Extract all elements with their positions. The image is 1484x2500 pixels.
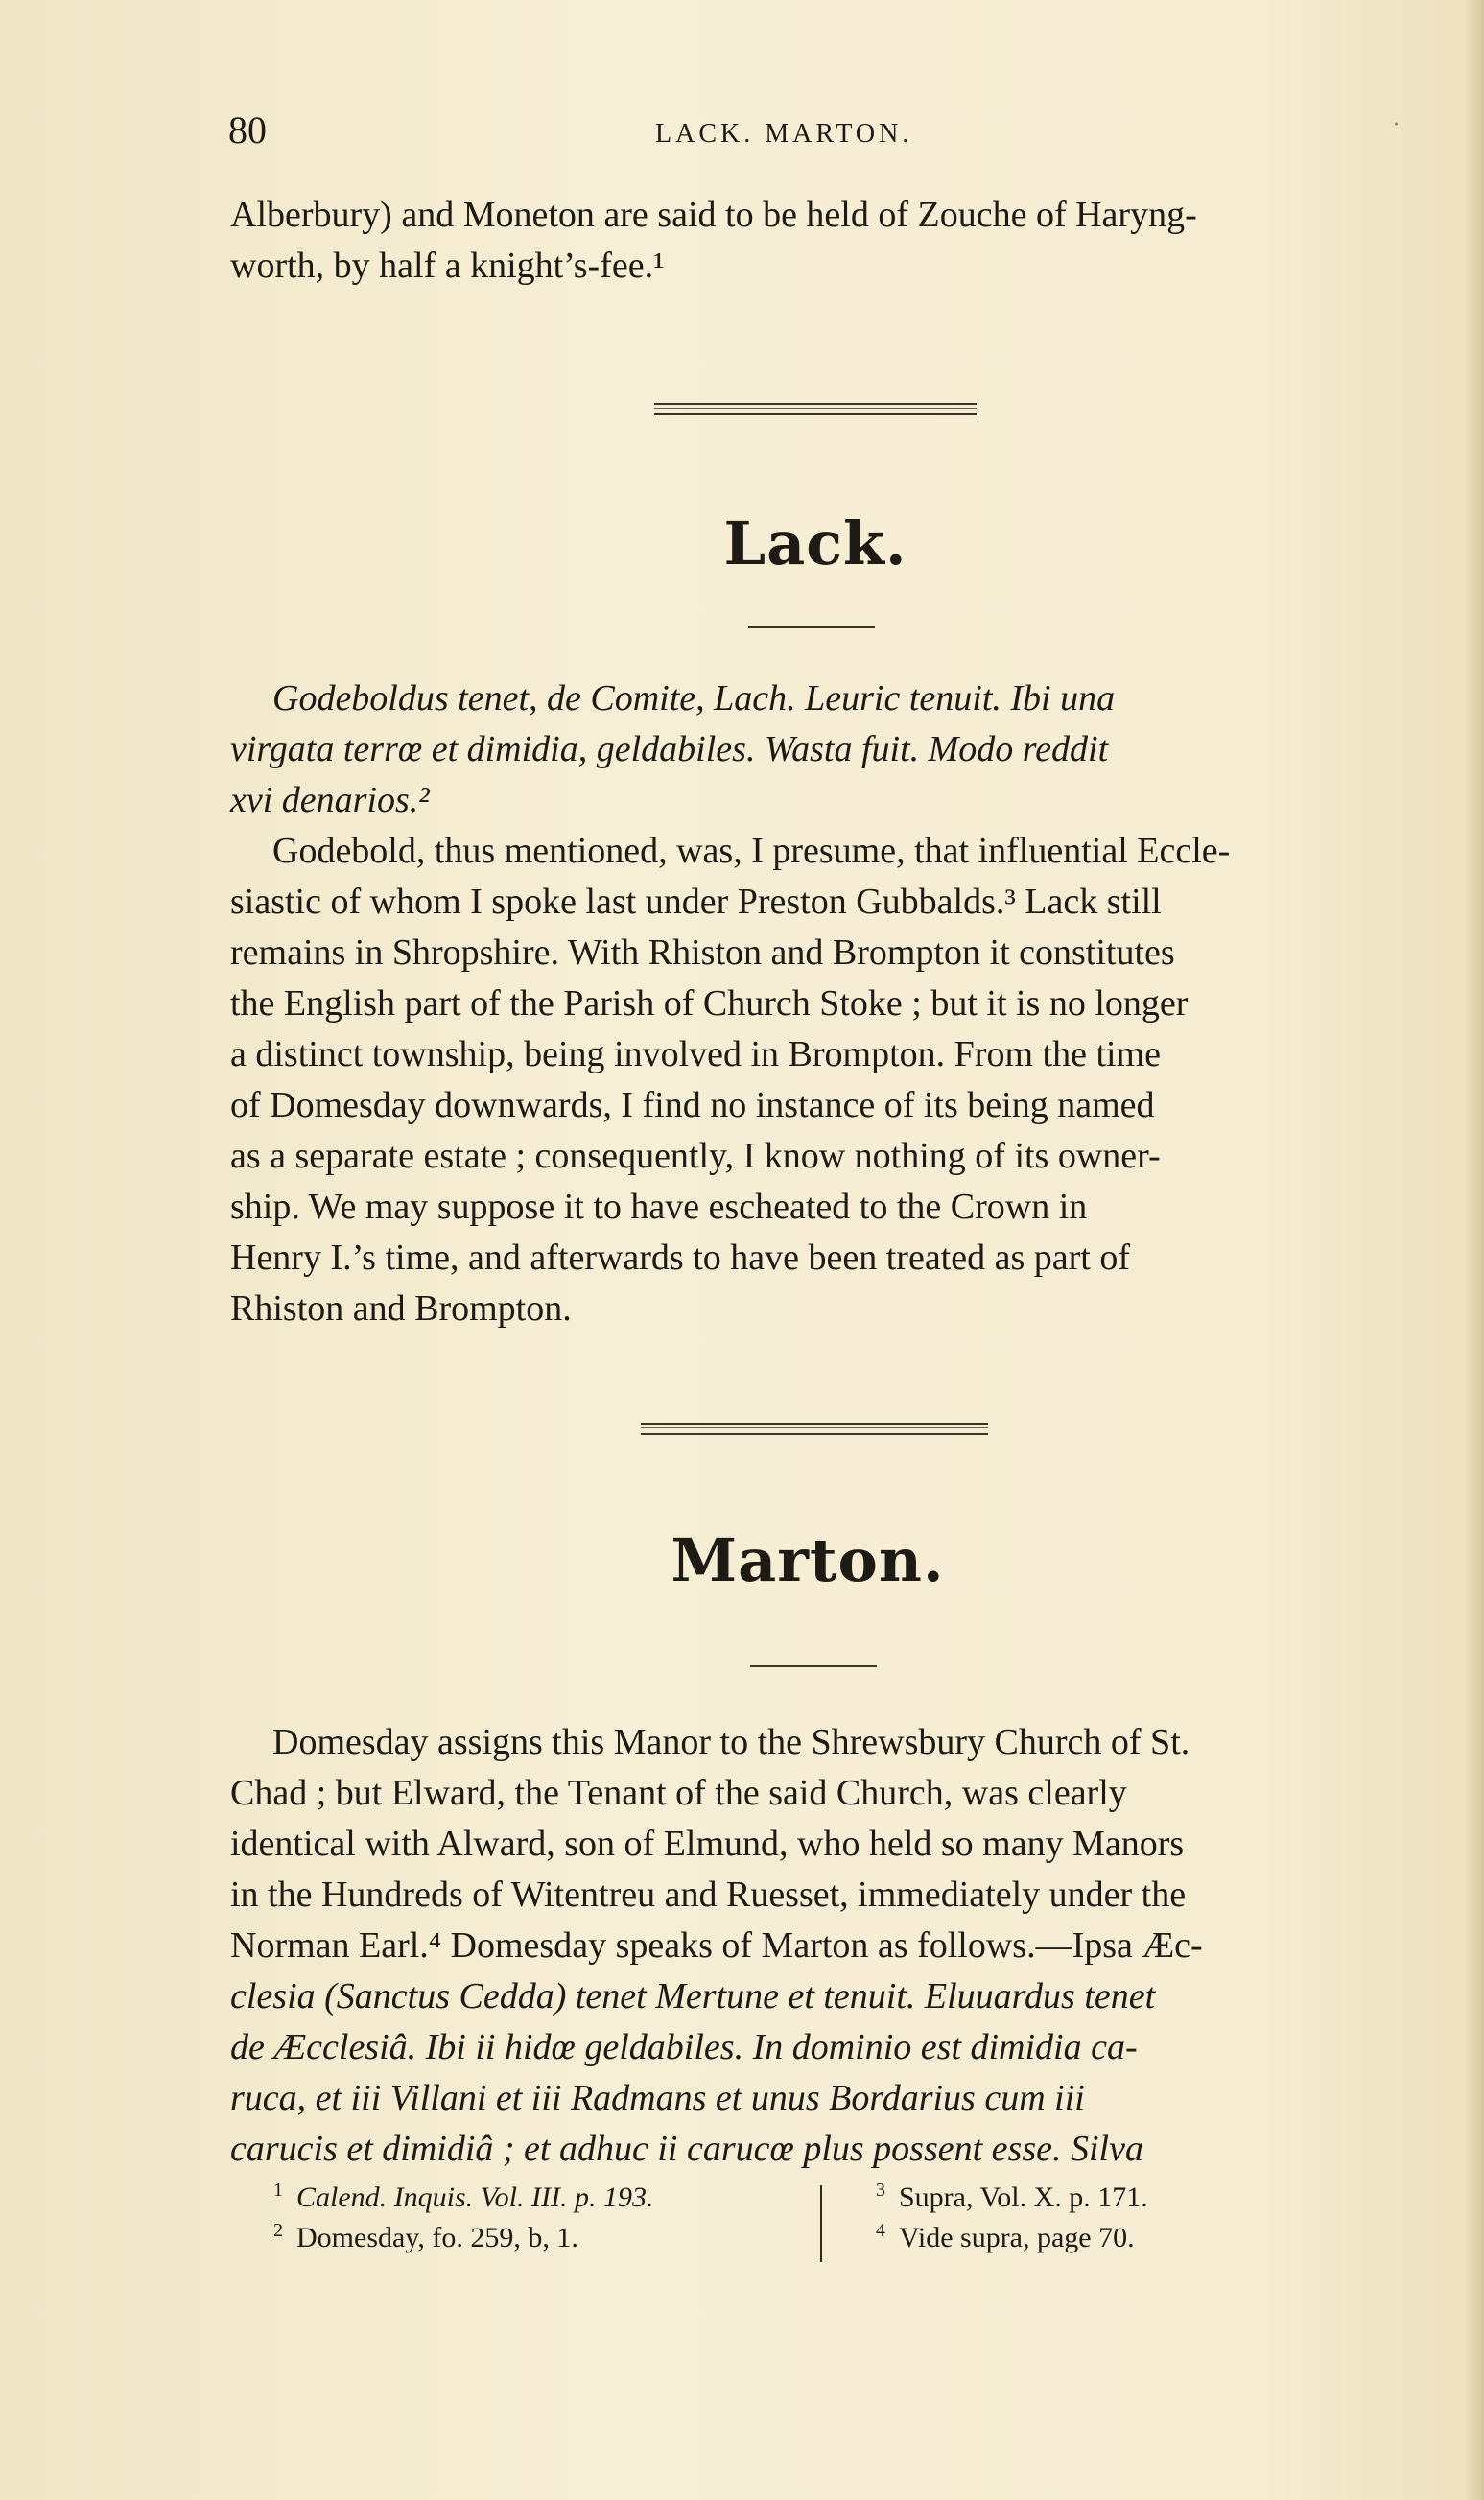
text-line: clesia (Sanctus Cedda) tenet Mertune et tenuit. Eluuardus tenet — [230, 1976, 1156, 2017]
text-line: ship. We may suppose it to have escheated to the Crown in — [230, 1187, 1088, 1227]
title-underline-rule — [750, 1665, 877, 1667]
footnote-text: Calend. Inquis. Vol. III. p. 193. — [296, 2182, 654, 2213]
text-line: of Domesday downwards, I find no instance of its being named — [230, 1085, 1155, 1125]
footnote-number: 1 — [273, 2180, 283, 2201]
text-line: Chad ; but Elward, the Tenant of the said Church, was clearly — [230, 1773, 1127, 1813]
footnote-text: Domesday, fo. 259, b, 1. — [296, 2222, 578, 2253]
footnote-text: Supra, Vol. X. p. 171. — [899, 2182, 1148, 2213]
footnotes — [273, 2178, 1290, 2264]
header-dot-mark: · — [1393, 113, 1400, 137]
text-line: Norman Earl.⁴ Domesday speaks of Marton as follows.—Ipsa Æc- — [230, 1925, 1203, 1966]
page-header — [228, 107, 1408, 165]
title-underline-rule — [748, 626, 875, 628]
text-line: Rhiston and Brompton. — [230, 1288, 572, 1329]
section-title-lack: Lack. — [723, 508, 907, 578]
text-line: identical with Alward, son of Elmund, who held so many Manors — [230, 1824, 1185, 1864]
footnote-number: 2 — [273, 2220, 283, 2241]
footnote — [273, 2178, 811, 2218]
text-line: carucis et dimidiâ ; et adhuc ii carucœ plus possent esse. Silva — [230, 2129, 1143, 2169]
page-number: 80 — [228, 108, 267, 152]
footnotes-right-column — [876, 2178, 1317, 2258]
lack-body-paragraph — [230, 826, 1405, 1334]
footnote — [273, 2218, 811, 2258]
text-line: ruca, et iii Villani et iii Radmans et unus Bordarius cum iii — [230, 2078, 1085, 2118]
footnote-number: 3 — [876, 2180, 885, 2201]
running-head: LACK. MARTON. — [655, 119, 913, 149]
text-line: Alberbury) and Moneton are said to be held of Zouche of Haryng- — [230, 195, 1197, 235]
quote-line: virgata terrœ et dimidia, geldabiles. Wasta fuit. Modo reddit — [230, 729, 1109, 769]
text-line: Domesday assigns this Manor to the Shrewsbury Church of St. — [272, 1722, 1190, 1762]
footnote-number: 4 — [876, 2220, 885, 2241]
section-divider-double-rule — [654, 403, 977, 415]
carryover-paragraph — [230, 190, 1405, 292]
footnote-column-divider — [820, 2185, 822, 2262]
section-divider-double-rule — [641, 1423, 988, 1435]
footnote — [876, 2218, 1317, 2258]
text-line: remains in Shropshire. With Rhiston and Brompton it constitutes — [230, 932, 1175, 973]
footnote-text: Vide supra, page 70. — [899, 2222, 1135, 2253]
text-line: de Æcclesiâ. Ibi ii hidœ geldabiles. In dominio est dimidia ca- — [230, 2027, 1138, 2067]
quote-line: xvi denarios.² — [230, 780, 430, 820]
page-edge-shadow — [1465, 0, 1484, 2500]
text-line: as a separate estate ; consequently, I know nothing of its owner- — [230, 1136, 1161, 1176]
text-line: Godebold, thus mentioned, was, I presume, that influential Eccle- — [272, 831, 1231, 871]
marton-body-paragraph — [230, 1717, 1405, 2175]
text-line: siastic of whom I spoke last under Preston Gubbalds.³ Lack still — [230, 882, 1162, 922]
text-line: Henry I.’s time, and afterwards to have been treated as part of — [230, 1238, 1130, 1278]
text-line: in the Hundreds of Witentreu and Ruesset, immediately under the — [230, 1875, 1187, 1915]
text-line: a distinct township, being involved in Brompton. From the time — [230, 1034, 1161, 1074]
text-line: the English part of the Parish of Church Stoke ; but it is no longer — [230, 983, 1189, 1024]
footnotes-left-column — [273, 2178, 811, 2258]
lack-domesday-quote — [230, 673, 1405, 826]
quote-line: Godeboldus tenet, de Comite, Lach. Leuric tenuit. Ibi una — [272, 678, 1116, 719]
text-line: worth, by half a knight’s-fee.¹ — [230, 246, 665, 286]
section-title-marton: Marton. — [671, 1525, 945, 1595]
footnote — [876, 2178, 1317, 2218]
